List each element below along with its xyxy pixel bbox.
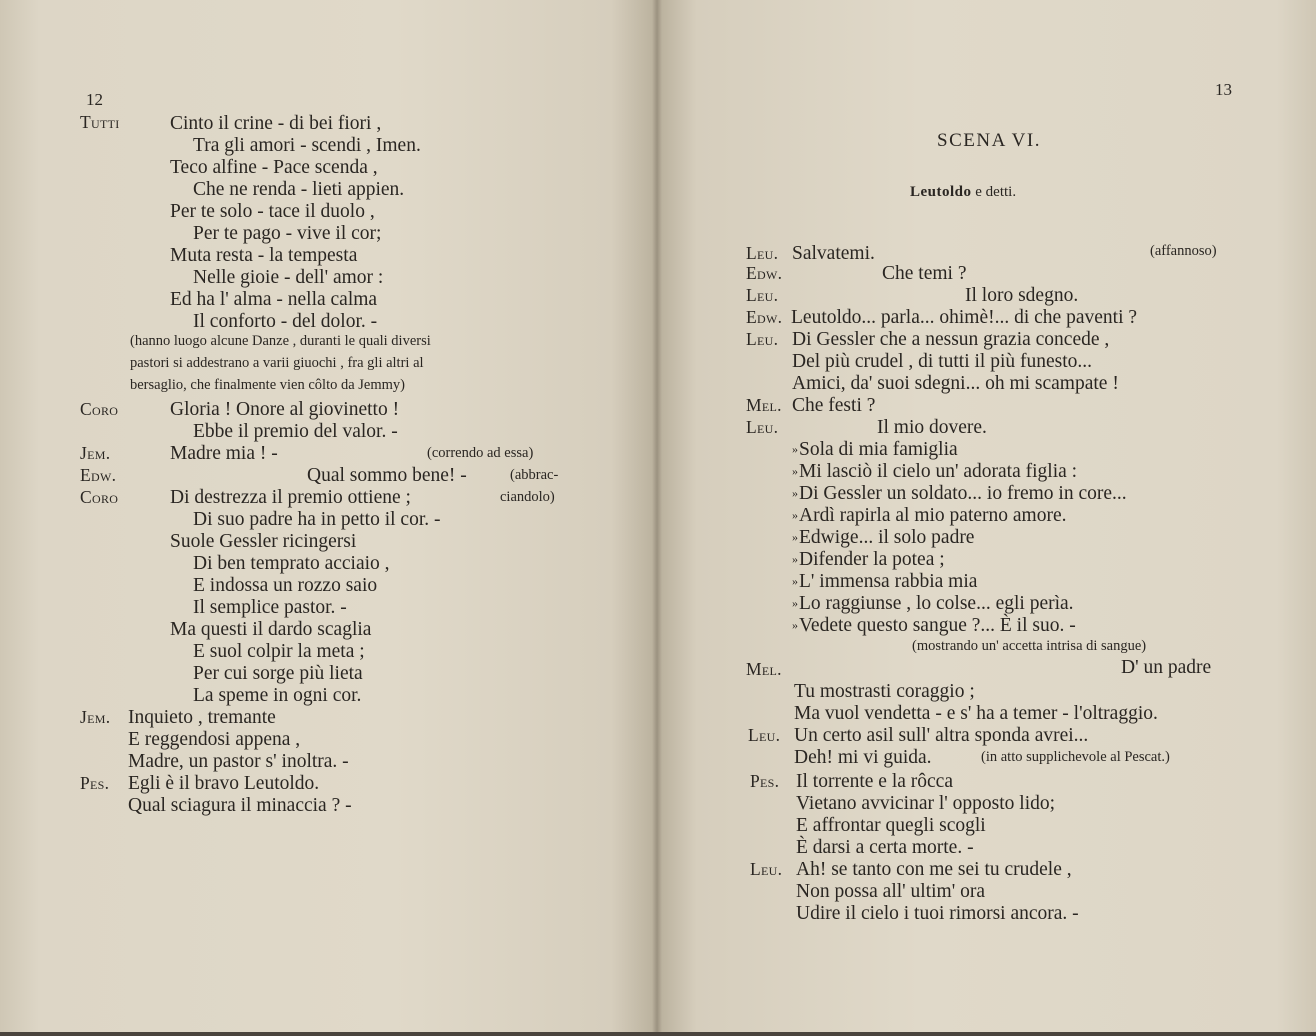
verse-line: Qual sommo bene! - bbox=[307, 465, 467, 486]
verse-line: Muta resta - la tempesta bbox=[170, 245, 358, 266]
verse-line: Tu mostrasti coraggio ; bbox=[794, 681, 975, 702]
quoted-line bbox=[792, 462, 1077, 482]
speaker-label: Leu. bbox=[748, 725, 781, 745]
verse-line: Vietano avvicinar l' opposto lido; bbox=[796, 793, 1056, 814]
verse-line: Amici, da' suoi sdegni... oh mi scampate ! bbox=[792, 373, 1119, 394]
verse-line: Gloria ! Onore al giovinetto ! bbox=[170, 399, 400, 420]
verse-line: Di destrezza il premio ottiene ; bbox=[170, 487, 411, 508]
verse-line: E affrontar quegli scogli bbox=[796, 815, 986, 836]
verse-line: Deh! mi vi guida. bbox=[794, 747, 932, 768]
speaker-label: Pes. bbox=[750, 771, 780, 791]
quoted-line bbox=[792, 616, 1076, 636]
page-number: 13 bbox=[1215, 80, 1232, 99]
quoted-line bbox=[792, 550, 945, 570]
verse-line: Salvatemi. bbox=[792, 243, 875, 264]
verse-line: Suole Gessler ricingersi bbox=[170, 531, 357, 552]
speaker-label: Coro bbox=[80, 487, 119, 507]
verse-line: Cinto il crine - di bei fiori , bbox=[170, 113, 382, 134]
quote-mark: » bbox=[792, 530, 798, 544]
verse-line: Di suo padre ha in petto il cor. - bbox=[193, 509, 441, 530]
verse-line: E indossa un rozzo saio bbox=[193, 575, 378, 596]
speaker-label: Leu. bbox=[746, 417, 779, 437]
verse-line: Che festi ? bbox=[792, 395, 876, 416]
speaker-label: Mel. bbox=[746, 659, 782, 679]
stage-direction: (correndo ad essa) bbox=[427, 445, 534, 461]
verse-text: L' immensa rabbia mia bbox=[799, 571, 978, 592]
quote-mark: » bbox=[792, 442, 798, 456]
verse-line: Il semplice pastor. - bbox=[193, 597, 347, 618]
quoted-line bbox=[792, 440, 958, 460]
verse-line: E suol colpir la meta ; bbox=[193, 641, 365, 662]
verse-line: Ebbe il premio del valor. - bbox=[193, 421, 398, 442]
verse-line: Non possa all' ultim' ora bbox=[796, 881, 986, 902]
verse-line: Qual sciagura il minaccia ? - bbox=[128, 795, 352, 816]
quoted-line bbox=[792, 484, 1127, 504]
speaker-label: Jem. bbox=[80, 443, 111, 463]
verse-text: Lo raggiunse , lo colse... egli perìa. bbox=[799, 593, 1074, 614]
verse-line: Per te solo - tace il duolo , bbox=[170, 201, 375, 222]
speaker-label: Mel. bbox=[746, 395, 782, 415]
character-name: Leutoldo bbox=[910, 184, 972, 200]
verse-line: Ah! se tanto con me sei tu crudele , bbox=[796, 859, 1072, 880]
stage-direction: (hanno luogo alcune Danze , duranti le quali diversi bbox=[130, 333, 431, 349]
verse-line: Il torrente e la rôcca bbox=[796, 771, 953, 792]
verse-line: Che temi ? bbox=[882, 263, 967, 284]
speaker-label: Leu. bbox=[746, 243, 779, 263]
verse-line: Del più crudel , di tutti il più funesto... bbox=[792, 351, 1093, 372]
right-page bbox=[657, 0, 1316, 1036]
verse-line: Egli è il bravo Leutoldo. bbox=[128, 773, 320, 794]
verse-line: Teco alfine - Pace scenda , bbox=[170, 157, 378, 178]
quote-mark: » bbox=[792, 464, 798, 478]
verse-line: Di Gessler che a nessun grazia concede , bbox=[792, 329, 1110, 350]
scene-title: SCENA VI. bbox=[937, 130, 1041, 151]
page-number: 12 bbox=[86, 90, 103, 109]
speaker-label: Coro bbox=[80, 399, 119, 419]
verse-line: Per cui sorge più lieta bbox=[193, 663, 363, 684]
quote-mark: » bbox=[792, 574, 798, 588]
verse-line: Il loro sdegno. bbox=[965, 285, 1079, 306]
verse-text: Difender la potea ; bbox=[799, 549, 945, 570]
verse-line: Il conforto - del dolor. - bbox=[193, 311, 378, 332]
verse-line: Nelle gioie - dell' amor : bbox=[193, 267, 384, 288]
bottom-edge bbox=[0, 1032, 1316, 1036]
verse-line: Ma vuol vendetta - e s' ha a temer - l'oltraggio. bbox=[794, 703, 1158, 724]
quote-mark: » bbox=[792, 486, 798, 500]
speaker-label: Edw. bbox=[80, 465, 117, 485]
verse-line: E reggendosi appena , bbox=[128, 729, 301, 750]
verse-line: È darsi a certa morte. - bbox=[796, 837, 974, 858]
verse-text: Sola di mia famiglia bbox=[799, 439, 958, 460]
stage-direction: bersaglio, che finalmente vien côlto da Jemmy) bbox=[130, 377, 406, 393]
speaker-label: Leu. bbox=[746, 329, 779, 349]
verse-line: Il mio dovere. bbox=[877, 417, 987, 438]
stage-direction: (in atto supplichevole al Pescat.) bbox=[981, 749, 1170, 765]
speaker-label: Edw. bbox=[746, 263, 783, 283]
quoted-line bbox=[792, 572, 977, 592]
verse-line: Un certo asil sull' altra sponda avrei... bbox=[794, 725, 1089, 746]
stage-direction: (mostrando un' accetta intrisa di sangue) bbox=[912, 638, 1147, 654]
verse-line: Leutoldo... parla... ohimè!... di che paventi ? bbox=[791, 307, 1138, 328]
verse-text: Vedete questo sangue ?... È il suo. - bbox=[799, 615, 1076, 636]
quote-mark: » bbox=[792, 508, 798, 522]
quote-mark: » bbox=[792, 596, 798, 610]
stage-direction: pastori si addestrano a varii giuochi , fra gli altri al bbox=[130, 355, 424, 371]
quoted-line bbox=[792, 528, 974, 548]
speaker-label: Tutti bbox=[80, 112, 120, 132]
verse-line: Udire il cielo i tuoi rimorsi ancora. - bbox=[796, 903, 1079, 924]
book-gutter bbox=[652, 0, 662, 1036]
verse-text: Ardì rapirla al mio paterno amore. bbox=[799, 505, 1067, 526]
quoted-line bbox=[792, 594, 1074, 614]
stage-direction: (affannoso) bbox=[1150, 243, 1217, 259]
verse-line: Ma questi il dardo scaglia bbox=[170, 619, 372, 640]
speaker-label: Leu. bbox=[750, 859, 783, 879]
quote-mark: » bbox=[792, 618, 798, 632]
verse-line: D' un padre bbox=[1121, 657, 1212, 678]
verse-text: Di Gessler un soldato... io fremo in core... bbox=[799, 483, 1127, 504]
verse-line: Inquieto , tremante bbox=[128, 707, 276, 728]
verse-line: Tra gli amori - scendi , Imen. bbox=[193, 135, 421, 156]
speaker-label: Jem. bbox=[80, 707, 111, 727]
subtitle-rest: e detti. bbox=[975, 184, 1017, 200]
scene-subtitle bbox=[910, 184, 1016, 201]
verse-line: Madre mia ! - bbox=[170, 443, 278, 464]
verse-line: La speme in ogni cor. bbox=[193, 685, 362, 706]
stage-direction: ciandolo) bbox=[500, 489, 555, 505]
verse-text: Mi lasciò il cielo un' adorata figlia : bbox=[799, 461, 1078, 482]
verse-line: Ed ha l' alma - nella calma bbox=[170, 289, 378, 310]
verse-text: Edwige... il solo padre bbox=[799, 527, 975, 548]
verse-line: Madre, un pastor s' inoltra. - bbox=[128, 751, 349, 772]
quote-mark: » bbox=[792, 552, 798, 566]
verse-line: Di ben temprato acciaio , bbox=[193, 553, 390, 574]
quoted-line bbox=[792, 506, 1066, 526]
speaker-label: Pes. bbox=[80, 773, 110, 793]
stage-direction: (abbrac- bbox=[510, 467, 559, 483]
verse-line: Per te pago - vive il cor; bbox=[193, 223, 382, 244]
speaker-label: Leu. bbox=[746, 285, 779, 305]
verse-line: Che ne renda - lieti appien. bbox=[193, 179, 405, 200]
left-page bbox=[0, 0, 657, 1036]
speaker-label: Edw. bbox=[746, 307, 783, 327]
